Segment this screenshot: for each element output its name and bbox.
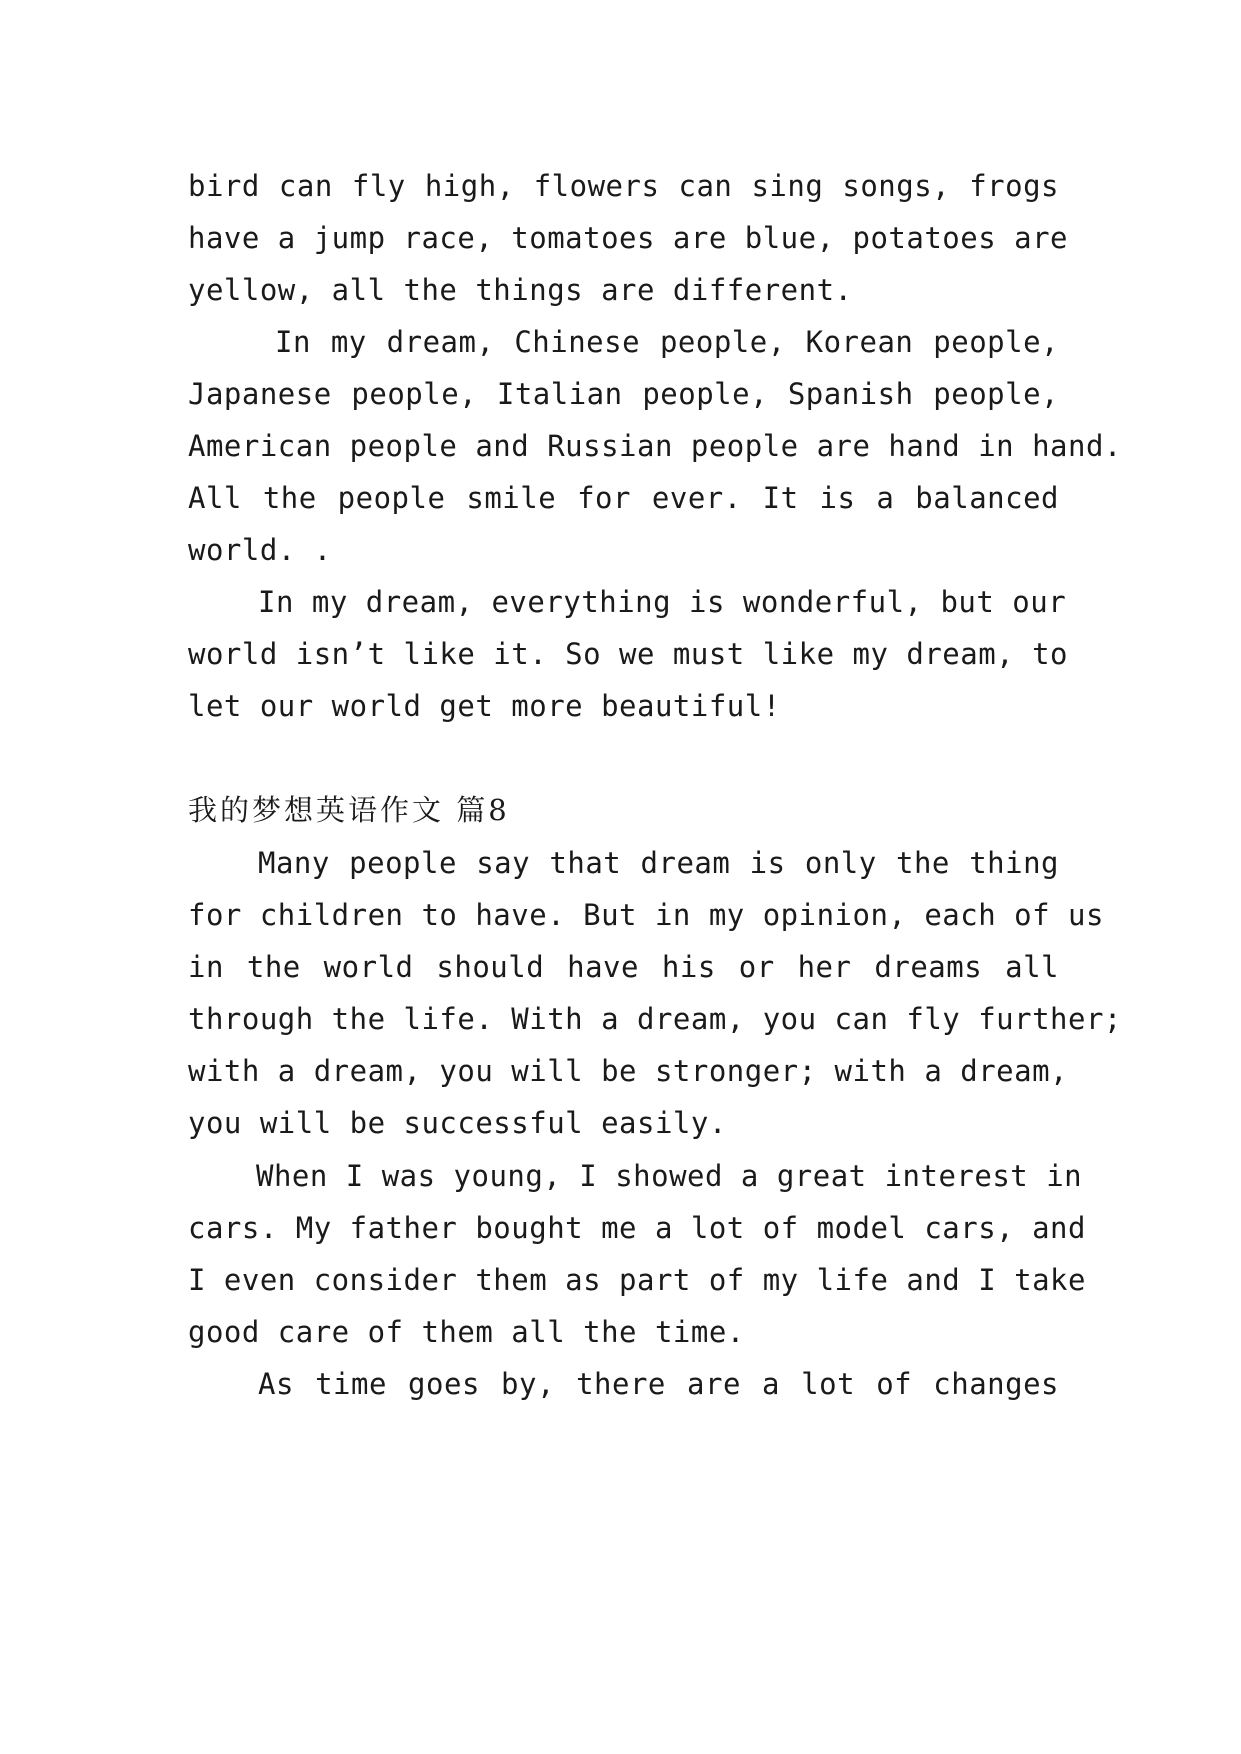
text-line: with a dream, you will be stronger; with a dream, <box>188 1054 1069 1088</box>
text-line: American people and Russian people are hand in hand. <box>188 429 1122 463</box>
text-line: I even consider them as part of my life and I take <box>188 1263 1086 1297</box>
text-line: in the world should have his or her dreams all <box>188 950 1059 984</box>
text-line: you will be successful easily. <box>188 1106 727 1140</box>
text-line: yellow, all the things are different. <box>188 273 853 307</box>
text-line: for children to have. But in my opinion, each of us <box>188 898 1104 932</box>
text-line: world. . <box>188 533 332 567</box>
text-line: As time goes by, there are a lot of changes <box>258 1367 1059 1401</box>
text-line: cars. My father bought me a lot of model cars, and <box>188 1211 1086 1245</box>
section-heading: 我的梦想英语作文 篇8 <box>188 793 510 827</box>
text-line: All the people smile for ever. It is a balanced <box>188 481 1059 515</box>
text-line: In my dream, Chinese people, Korean people, <box>275 325 1059 359</box>
text-line: Japanese people, Italian people, Spanish people, <box>188 377 1059 411</box>
text-line: In my dream, everything is wonderful, but our <box>258 585 1067 619</box>
text-line: When I was young, I showed a great interest in <box>256 1159 1083 1193</box>
text-line: through the life. With a dream, you can fly further; <box>188 1002 1122 1036</box>
text-line: have a jump race, tomatoes are blue, potatoes are <box>188 221 1069 255</box>
text-line: bird can fly high, flowers can sing songs, frogs <box>188 169 1059 203</box>
text-line: good care of them all the time. <box>188 1315 745 1349</box>
text-line: let our world get more beautiful! <box>188 689 781 723</box>
text-line: world isn’t like it. So we must like my dream, to <box>188 637 1069 671</box>
text-line: Many people say that dream is only the thing <box>258 846 1059 880</box>
